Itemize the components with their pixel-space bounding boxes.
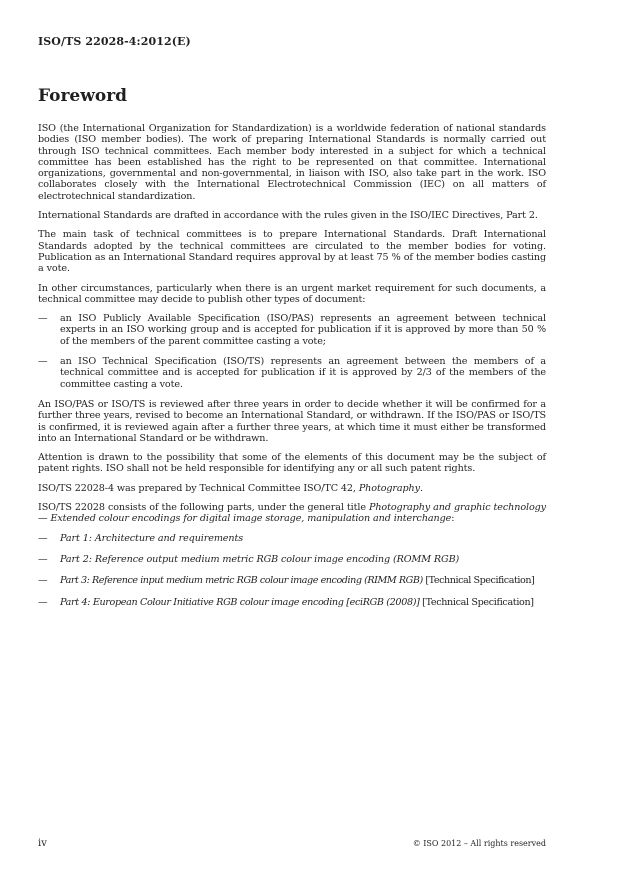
paragraph-directives: International Standards are drafted in accordance with the rules given in the ISO/IEC Directives, Part 2. [38, 210, 538, 222]
dash-marker: — [38, 596, 48, 608]
list-item-part-4 [38, 597, 546, 608]
paragraph-review: An ISO/PAS or ISO/TS is reviewed after three years in order to decide whether it will be confirmed for a further three years, revised to become an International Standard, or withdrawn. If the ISO/PAS or ISO/TS is confirmed, it is reviewed again after a further three years, at which time it must either be transformed into an International Standard or be withdrawn. [38, 398, 546, 444]
foreword-body [38, 123, 546, 618]
paragraph-prepared-by [38, 483, 546, 494]
copyright-notice: © ISO 2012 – All rights reserved [412, 839, 546, 848]
general-title: Photography and graphic technology — Extended colour encodings for digital image storage, manipulation and interchange [38, 502, 546, 525]
part-title: Part 1: Architecture and requirements [60, 532, 244, 544]
paragraph-main-task: The main task of technical committees is to prepare International Standards. Draft International Standards adopted by the technical committees are circulated to the member bodies for voting. Publication as an International Standard requires approval by at least 75 % of the member bodies casting a vote. [38, 229, 546, 275]
part-title: Part 4: European Colour Initiative RGB colour image encoding [eciRGB (2008)] [60, 596, 420, 608]
list-item-part-3 [38, 575, 546, 586]
prepared-by-text: ISO/TS 22028-4 was prepared by Technical Committee ISO/TC 42, [38, 482, 359, 494]
page-number: iv [38, 838, 47, 849]
parts-intro-end: : [451, 513, 455, 525]
dash-marker: — [38, 356, 48, 368]
part-title: Part 2: Reference output medium metric RGB colour image encoding (ROMM RGB) [60, 553, 460, 565]
list-item-part-1 [38, 533, 546, 544]
list-item-part-2 [38, 554, 546, 565]
prepared-by-end: . [419, 482, 423, 494]
page-title: Foreword [38, 86, 128, 106]
document-identifier: ISO/TS 22028-4:2012(E) [38, 35, 191, 48]
part-note: [Technical Specification] [419, 596, 534, 608]
dash-marker: — [38, 532, 48, 544]
dash-marker: — [38, 575, 48, 587]
dash-marker: — [38, 553, 48, 565]
paragraph-parts-intro [38, 502, 546, 525]
part-note: [Technical Specification] [422, 575, 535, 587]
parts-list [38, 533, 546, 608]
paragraph-iso-intro: ISO (the International Organization for Standardization) is a worldwide federation of national standards bodies (ISO member bodies). The work of preparing International Standards is normally carried out through ISO technical committees. Each member body interested in a subject for which a technical committee has been established has the right to be represented on that committee. International organizations, governmental and non-governmental, in liaison with ISO, also take part in the work. ISO collaborates closely with the International Electrotechnical Commission (IEC) on all matters of electrotechnical standardization. [38, 123, 546, 202]
part-title: Part 3: Reference input medium metric RGB colour image encoding (RIMM RGB) [60, 575, 423, 587]
paragraph-patent: Attention is drawn to the possibility that some of the elements of this document may be the subject of patent rights. ISO shall not be held responsible for identifying any or all such patent rights. [38, 452, 546, 475]
list-item-pas [38, 313, 546, 347]
parts-intro-text: ISO/TS 22028 consists of the following parts, under the general title [38, 502, 369, 514]
list-item-text: an ISO Publicly Available Specification (ISO/PAS) represents an agreement between technical experts in an ISO working group and is accepted for publication if it is approved by more than 50 % of the members of the parent committee casting a vote; [60, 313, 546, 347]
dash-marker: — [38, 313, 48, 325]
committee-subject: Photography [358, 482, 420, 494]
list-item-ts [38, 356, 546, 390]
paragraph-other-circumstances: In other circumstances, particularly when there is an urgent market requirement for such documents, a technical committee may decide to publish other types of document: [38, 282, 546, 305]
list-item-text: an ISO Technical Specification (ISO/TS) represents an agreement between the members of a technical committee and is accepted for publication if it is approved by 2/3 of the members of the committee casting a vote. [60, 356, 546, 390]
